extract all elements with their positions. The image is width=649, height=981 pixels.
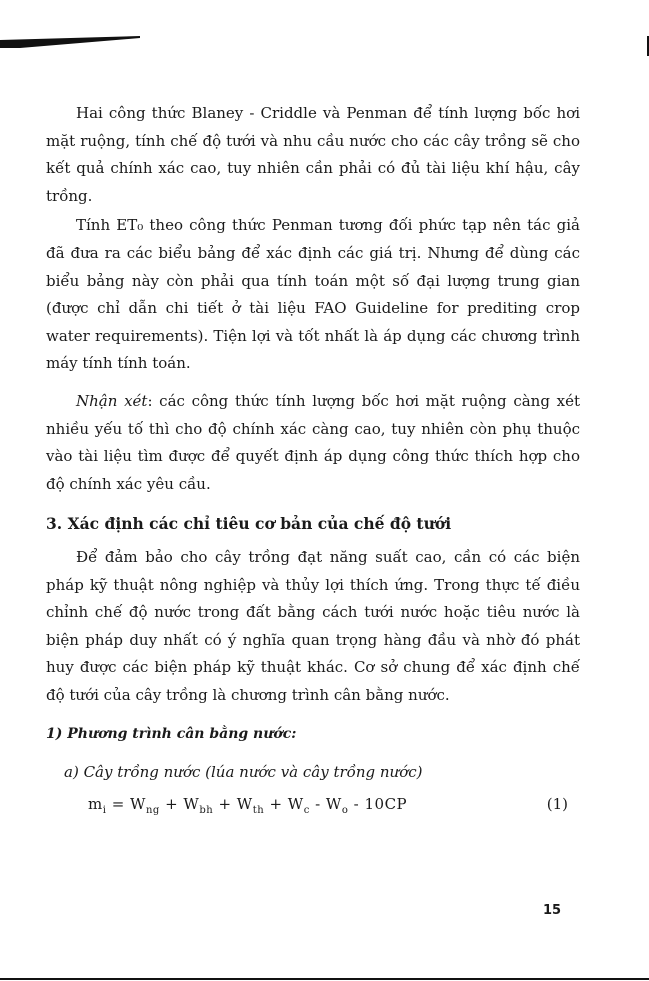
formula-expression: $m_i = W_{ng} + W_{bh} + W_{th} + W_c - W_o - 10CP$: [88, 794, 408, 816]
document-body: [46, 100, 580, 819]
remark-label: Nhận xét: [76, 391, 148, 410]
subheading-water-balance: 1) Phương trình cân bằng nước:: [46, 726, 297, 743]
paragraph-eto-penman: Tính ET₀ theo công thức Penman tương đối phức tạp nên tác giả đã đưa ra các biểu bảng để xác định các giá trị. Nhưng để dùng các biểu bảng này còn phải qua tính toán một số đại lượng trung gian (được chỉ dẫn chi tiết ở tài liệu FAO Guideline for prediting crop water requirements). Tiện lợi và tốt nhất là áp dụng các chương trình máy tính tính toán.: [46, 216, 580, 373]
page-number: 15: [543, 903, 562, 918]
section-heading: 3. Xác định các chỉ tiêu cơ bản của chế độ tưới: [46, 514, 452, 534]
scan-artifact-mark: [0, 36, 140, 48]
paragraph-remark: [46, 388, 580, 498]
paragraph-blaney-penman: Hai công thức Blaney - Criddle và Penman để tính lượng bốc hơi mặt ruộng, tính chế độ tưới và nhu cầu nước cho các cây trồng sẽ cho kết quả chính xác cao, tuy nhiên cần phải có đủ tài liệu khí hậu, cây trồng.: [46, 104, 580, 205]
item-a-water-crops: a) Cây trồng nước (lúa nước và cây trồng nước): [64, 763, 423, 782]
remark-text: : các công thức tính lượng bốc hơi mặt ruộng càng xét nhiều yếu tố thì cho độ chính xác càng cao, tuy nhiên còn phụ thuộc vào tài liệu tìm được để quyết định áp dụng công thức thích hợp cho độ chính xác yêu cầu.: [46, 391, 580, 493]
formula-number: (1): [546, 794, 568, 813]
paragraph-water-regime: Để đảm bảo cho cây trồng đạt năng suất cao, cần có các biện pháp kỹ thuật nông nghiệp và thủy lợi thích ứng. Trong thực tế điều chỉnh chế độ nước trong đất bằng cách tưới nước hoặc tiêu nước là biện pháp duy nhất có ý nghĩa quan trọng hàng đầu và nhờ đó phát huy được các biện pháp kỹ thuật khác. Cơ sở chung để xác định chế độ tưới của cây trồng là chương trình cân bằng nước.: [46, 547, 580, 704]
bottom-rule: [0, 978, 649, 980]
formula-water-balance: [46, 791, 580, 819]
